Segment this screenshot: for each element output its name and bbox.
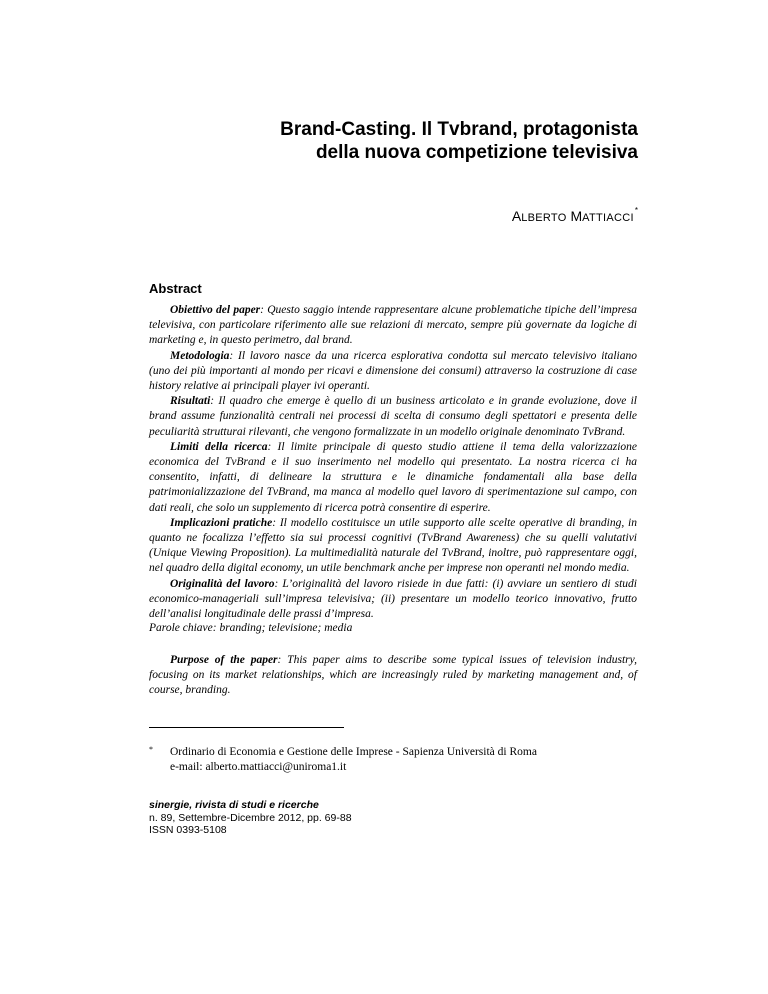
section-text: : Il modello costituisce un utile supporto alle scelte operative di branding, in quanto ne focalizza l’effetto sia sui processi cognitivi (TvBrand Awareness) che su quelli valutativi (Unique Viewing Proposition). La multimedialità naturale del TvBrand, inoltre, può rappresentare oggi, nel quadro della digital economy, un utile benchmark anche per imprese non operanti nel mondo media.	[149, 516, 637, 575]
journal-name: sinergie, rivista di studi e ricerche	[149, 799, 319, 811]
author-last-initial: M	[570, 208, 583, 224]
author-footnote-mark: *	[634, 206, 638, 215]
section-label: Originalità del lavoro	[170, 577, 275, 590]
journal-issue: n. 89, Settembre-Dicembre 2012, pp. 69-88	[149, 811, 352, 824]
abstract-paragraph	[149, 394, 637, 440]
section-text: : Il lavoro nasce da una ricerca esplorativa condotta sul mercato televisivo italiano (uno dei più importanti al mondo per ricavi e dimensione dei consumi) attraverso la costruzione di case history relative ai principali player ivi operanti.	[149, 349, 637, 393]
abstract-paragraph	[149, 440, 637, 516]
section-label: Metodologia	[170, 349, 230, 362]
purpose-text: : This paper aims to describe some typical issues of television industry, focusing on its market relationships, which are increasingly ruled by marketing management and, of course, branding.	[149, 654, 637, 697]
section-text: : Il limite principale di questo studio attiene il tema della valorizzazione economica del TvBrand e il suo inserimento nel modello qui presentato. La nostra ricerca ci ha consentito, infatti, di delineare la struttura e le dinamiche fondamentali alla base della patrimonializzazione del TvBrand, ma manca al modello quel lavoro di sperimentazione sul campo, con dati reali, che solo un supplemento di ricerca potrà consentire di esperire.	[149, 440, 637, 514]
author-first-initial: A	[511, 208, 522, 224]
purpose-label: Purpose of the paper	[170, 654, 278, 666]
purpose-section	[149, 653, 637, 699]
footnote-mark: *	[149, 745, 153, 754]
section-label: Risultati	[170, 395, 211, 408]
abstract-paragraph	[149, 577, 637, 623]
journal-issn: ISSN 0393-5108	[149, 824, 227, 836]
journal-info	[149, 799, 352, 837]
title-line-1: Brand-Casting. Il Tvbrand, protagonista	[280, 119, 638, 140]
keywords: Parole chiave: branding; televisione; media	[149, 622, 353, 634]
section-label: Obiettivo del paper	[170, 304, 261, 316]
section-text: : Il quadro che emerge è quello di un business articolato e in grande evoluzione, dove il brand assume funzionalità centrali nei processi di scelta di consumo degli spettatori e presenta delle peculiarità strutturai rilevanti, che vengono formalizzate in un modello originale denominato TvBrand.	[149, 395, 637, 438]
abstract-heading: Abstract	[149, 281, 202, 296]
author-name	[512, 206, 638, 224]
section-text: : Questo saggio intende rappresentare alcune problematiche tipiche dell’impresa televisiva, con particolare riferimento alle sue relazioni di mercato, sempre più governate da logiche di marketing e, in questo perimetro, dal brand.	[149, 304, 637, 347]
footnote-affiliation: Ordinario di Economia e Gestione delle Imprese - Sapienza Università di Roma	[170, 746, 537, 758]
title-line-2: della nuova competizione televisiva	[315, 142, 638, 163]
author-first-rest: LBERTO	[521, 212, 567, 224]
abstract-body	[149, 303, 637, 622]
abstract-paragraph	[149, 516, 637, 577]
paper-title	[150, 118, 638, 164]
section-text: : L’originalità del lavoro risiede in due fatti: (i) avviare un sentiero di studi economico-manageriali sull’impresa televisiva; (ii) presentare un modello teorico innovativo, frutto dell’analisi longitudinale delle prassi d’impresa.	[149, 577, 637, 621]
abstract-paragraph	[149, 303, 637, 349]
author-last-rest: ATTIACCI	[582, 212, 634, 224]
footnote-divider	[149, 727, 344, 728]
abstract-paragraph	[149, 349, 637, 395]
footnote-email: e-mail: alberto.mattiacci@uniroma1.it	[170, 761, 347, 773]
footnote	[149, 745, 537, 775]
section-label: Limiti della ricerca	[170, 440, 268, 453]
purpose-paragraph	[149, 653, 637, 699]
section-label: Implicazioni pratiche	[170, 516, 273, 529]
